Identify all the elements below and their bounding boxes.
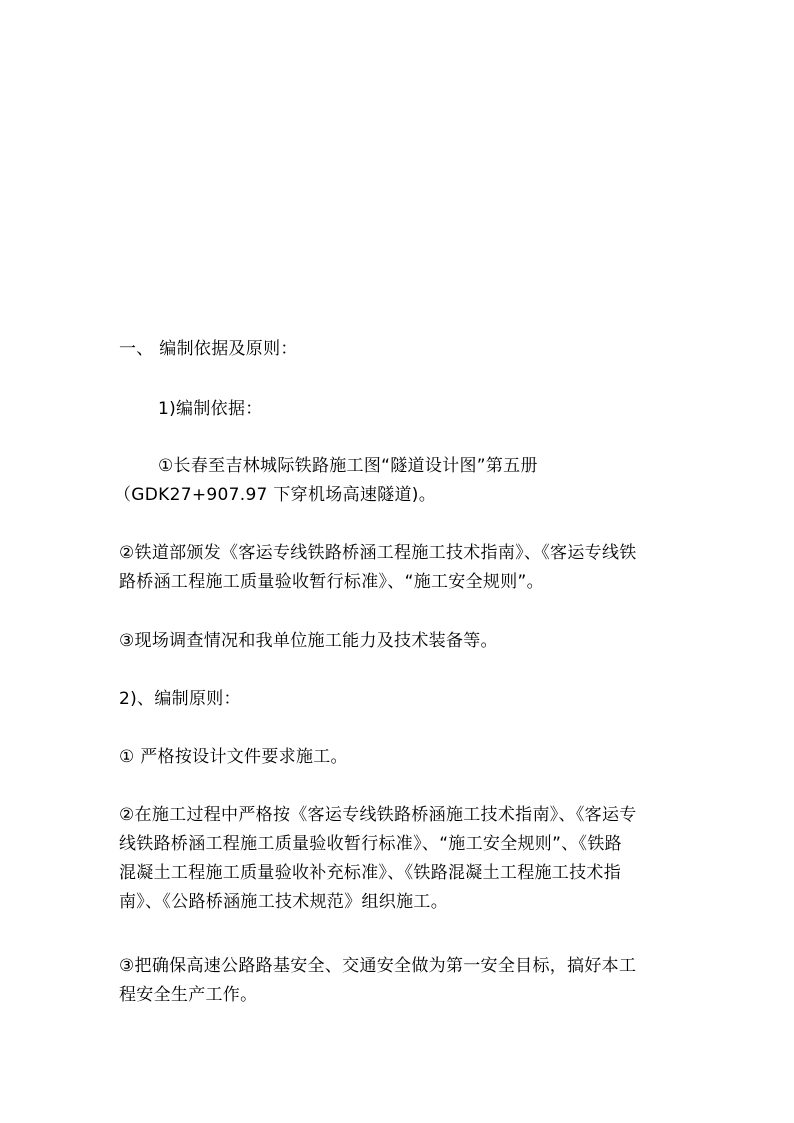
basis-item-1-line-2: （GDK27+907.97 下穿机场高速隧道)。 bbox=[114, 485, 437, 505]
basis-item-1-line-1: ①长春至吉林城际铁路施工图“隧道设计图”第五册 bbox=[158, 456, 538, 476]
basis-item-3: ③现场调查情况和我单位施工能力及技术装备等。 bbox=[119, 631, 498, 651]
principle-item-2-line-4: 南》、《公路桥涵施工技术规范》组织施工。 bbox=[119, 892, 448, 912]
principle-item-2-line-2: 线铁路桥涵工程施工质量验收暂行标准》、“施工安全规则”、《铁路 bbox=[119, 834, 622, 854]
principle-item-3-line-2: 程安全生产工作。 bbox=[119, 985, 258, 1005]
principle-item-2-line-1: ②在施工过程中严格按《客运专线铁路桥涵施工技术指南》、《客运专 bbox=[119, 805, 637, 825]
principle-item-3-line-1: ③把确保高速公路路基安全、交通安全做为第一安全目标，搞好本工 bbox=[119, 956, 637, 976]
principle-title: 2)、编制原则： bbox=[119, 689, 241, 709]
principle-item-2-line-3: 混凝土工程施工质量验收补充标准》、《铁路混凝土工程施工技术指 bbox=[119, 863, 621, 883]
principle-item-1: ① 严格按设计文件要求施工。 bbox=[119, 747, 348, 767]
basis-item-2-line-1: ②铁道部颁发《客运专线铁路桥涵工程施工技术指南》、《客运专线铁 bbox=[119, 543, 637, 563]
basis-item-2-line-2: 路桥涵工程施工质量验收暂行标准》、“施工安全规则”。 bbox=[119, 572, 544, 592]
section-heading: 一、 编制依据及原则： bbox=[119, 339, 298, 359]
basis-title: 1)编制依据： bbox=[158, 399, 263, 419]
